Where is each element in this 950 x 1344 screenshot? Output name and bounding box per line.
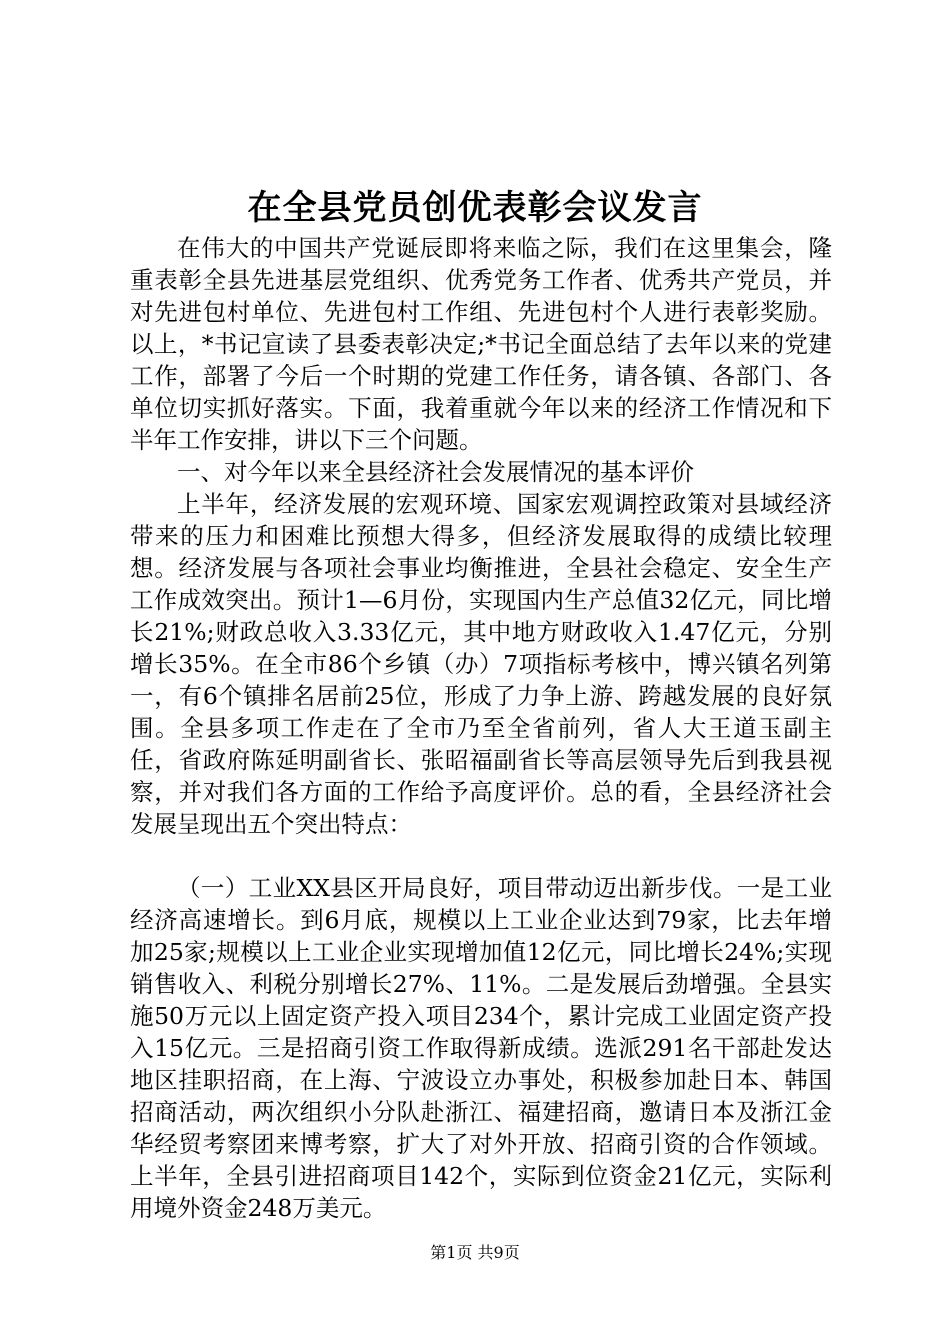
section-heading-1: 一、对今年以来全县经济社会发展情况的基本评价	[177, 458, 694, 486]
paragraph-evaluation: 上半年，经济发展的宏观环境、国家宏观调控政策对县域经济带来的压力和困难比预想大得多，但经济发展取得的成绩比较理想。经济发展与各项社会事业均衡推进，全县社会稳定、安全生产工作成效突出。预计1—6月份，实现国内生产总值32亿元，同比增长21%;财政总收入3.33亿元，其中地方财政收入1.47亿元，分别增长35%。在全市86个乡镇（办）7项指标考核中，博兴镇名列第一，有6个镇排名居前25位，形成了力争上游、跨越发展的良好氛围。全县多项工作走在了全市乃至全省前列，省人大王道玉副主任，省政府陈延明副省长、张昭福副省长等高层领导先后到我县视察，并对我们各方面的工作给予高度评价。总的看，全县经济社会发展呈现出五个突出特点：	[130, 490, 832, 838]
paragraph-gap	[130, 840, 832, 872]
document-title: 在全县党员创优表彰会议发言	[247, 188, 703, 228]
paragraph-industry: （一）工业XX县区开局良好，项目带动迈出新步伐。一是工业经济高速增长。到6月底，规模以上工业企业达到79家，比去年增加25家;规模以上工业企业实现增加值12亿元，同比增长24%;实现销售收入、利税分别增长27%、11%。二是发展后劲增强。全县实施50万元以上固定资产投入项目234个，累计完成工业固定资产投入15亿元。三是招商引资工作取得新成绩。选派291名干部赴发达地区挂职招商，在上海、宁波设立办事处，积极参加赴日本、韩国招商活动，两次组织小分队赴浙江、福建招商，邀请日本及浙江金华经贸考察团来博考察，扩大了对外开放、招商引资的合作领域。上半年，全县引进招商项目142个，实际到位资金21亿元，实际利用境外资金248万美元。	[130, 874, 832, 1222]
page-footer: 第1页 共9页	[430, 1243, 520, 1262]
paragraph-intro: 在伟大的中国共产党诞辰即将来临之际，我们在这里集会，隆重表彰全县先进基层党组织、优秀党务工作者、优秀共产党员，并对先进包村单位、先进包村工作组、先进包村个人进行表彰奖励。以上，*书记宣读了县委表彰决定;*书记全面总结了去年以来的党建工作，部署了今后一个时期的党建工作任务，请各镇、各部门、各单位切实抓好落实。下面，我着重就今年以来的经济工作情况和下半年工作安排，讲以下三个问题。	[130, 234, 832, 454]
document-body	[130, 232, 832, 1224]
